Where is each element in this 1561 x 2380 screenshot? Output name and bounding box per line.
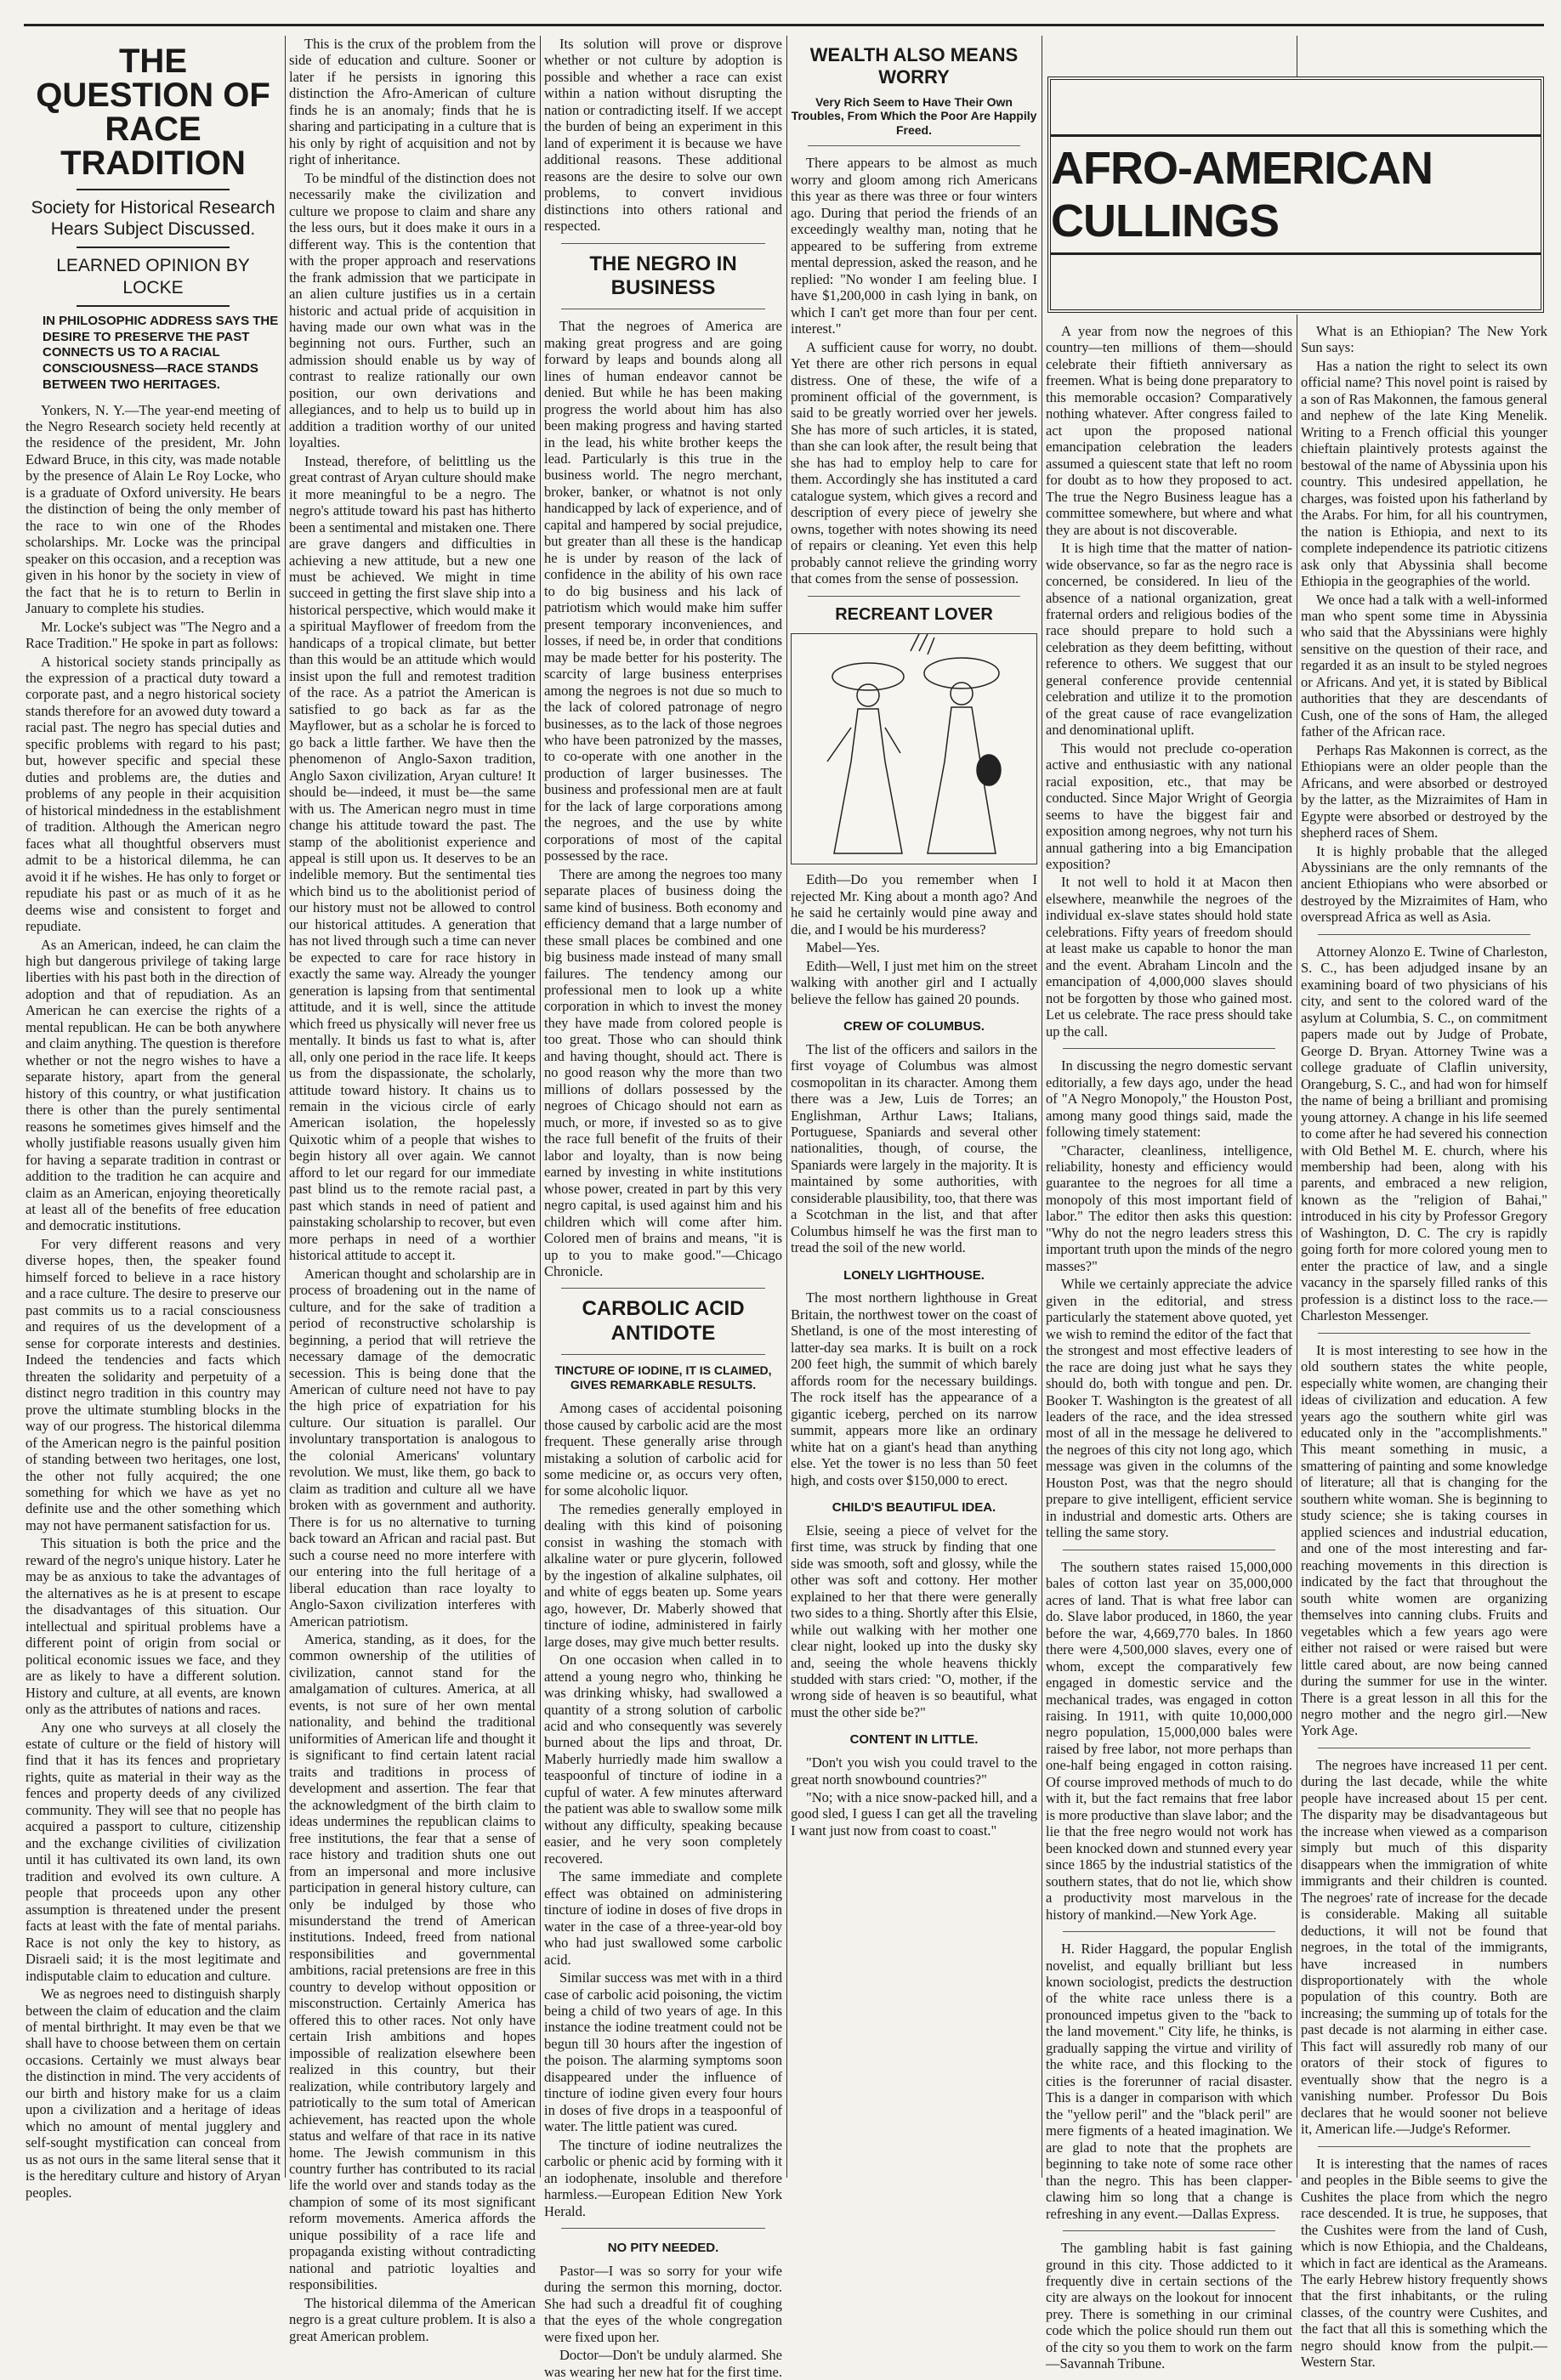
paragraph: As an American, indeed, he can claim the high but dangerous privilege of taking large liberties with his past both in the direction of adoption and that of repudiation. As an American he can exercise the rights of a mental republican. He can be both anywhere and claim anything. The question is therefore whether or not the negro wishes to have a separate history, apart from the general history of this country, or what justification there is other than the purely sentimental reasons he sometimes gives himself and the wholly justifiable reasons usually given him for having a separate tradition in contrast or addition to the tradition he can acquire and claim as an American, enjoying theoretically at least all of the benefits of free education and democratic institutions. bbox=[26, 936, 281, 1234]
paragraph: While we certainly appreciate the advice given in the editorial, and stress particularly the statement above quoted, yet we wish to remind the editor of the fact that the strongest and most effective leaders of the race are doing just what he says they should do, both with tongue and pen. Dr. Booker T. Washington is the greatest of all leaders of the race, and the idea stressed most of all in the message he delivered to the negroes of this city not long ago, which message was given in the columns of the Houston Post, was that the negro should prepare to give intelligent, efficient service in industrial and domestic arts. Others are telling the same story. bbox=[1046, 1276, 1292, 1541]
paragraph: The historical dilemma of the American negro is a great culture problem. It is also a great American problem. bbox=[289, 2294, 536, 2344]
paragraph: The gambling habit is fast gaining ground in this city. Those addicted to it frequently dive in certain sections of the city are always on the lookout for innocent prey. There is something in our criminal code which the police should run them out of the city so you them to work on the farm—Savannah Tribune. bbox=[1046, 2240, 1292, 2372]
headline-negro-business: THE NEGRO IN BUSINESS bbox=[589, 252, 737, 299]
paragraph: Similar success was met with in a third case of carbolic acid poisoning, the victim being a child of two years of age. In this instance the iodine treatment could not be begun till 30 hours after the ingestion of the poison. The alarming symptoms soon disappeared under the influence of tincture of iodine given every four hours in doses of five drops in a teaspoonful of water. The little patient was cured. bbox=[544, 1969, 782, 2135]
paragraph: "Don't you wish you could travel to the great north snowbound countries?" bbox=[791, 1754, 1037, 1788]
paragraph: The southern states raised 15,000,000 bales of cotton last year on 35,000,000 acres of land. That is what free labor can do. Slave labor produced, in 1860, the year before the war, 4,669,770 bales. In 1860 there were 4,500,000 slaves, every one of whom, except the comparatively few engaged in domestic service and the mechanical trades, was engaged in cotton raising. In 1911, with quite 10,000,000 negro population, 15,000,000 bales were raised by free labor, not more perhaps than one-half being engaged in cotton raising. Of course improved methods of much to do with it, but the fact remains that free labor is more productive than slave labor; and the lie that the free negro would not work has been knocked down and stunned every year since 1865 by the industrial statistics of the southern states, that do not lie, which show a productivity most marvelous in the history of mankind.—New York Age. bbox=[1046, 1558, 1292, 1923]
deck-locke: LEARNED OPINION BY LOCKE bbox=[56, 256, 250, 298]
paragraph: This would not preclude co-operation active and enthusiastic with any national racial exposition, etc., that may be conducted. Since Major Wright of Georgia seems to have the biggest fair and exposition among negroes, why not turn his annual gathering into a big Emancipation exposition? bbox=[1046, 740, 1292, 872]
paragraph: The tincture of iodine neutralizes the carbolic or phenic acid by forming with it an iodophenate, insoluble and therefore harmless.—European Edition New York Herald. bbox=[544, 2136, 782, 2219]
paragraph: A historical society stands principally as the expression of a practical duty toward a corporate past, and a negro historical society stands therefore for an avowed duty toward a racial past. The negro has special duties and specific problems with regard to his past; but, however specific and special these duties and problems are, the duties and problems of any people in their acquisition of historical mindedness in the establishment of tradition. Although the American negro faces what all thoughtful observers must admit to be a historical dilemma, he can avoid it if he wishes. He has only to forget or repudiate his past or as much of it as he deems wise and consistent to forget and repudiate. bbox=[26, 653, 281, 935]
paragraph: H. Rider Haggard, the popular English novelist, and equally brilliant but less known sociologist, predicts the destruction of the white race unless there is a pronounced impetus given to the "back to the land movement." City life, he thinks, is gradually sapping the virtue and virility of the white race, and this flocking to the cities is the forerunner of racial disaster. This is a danger in comparison with which the "yellow peril" and the "black peril" are mere figments of a heated imagination. We are glad to note that the prophets are beginning to take note of some race other than the negro. This has been clapper-clawing him so long that a change is refreshing in any event.—Dallas Express. bbox=[1046, 1941, 1292, 2222]
divider bbox=[77, 246, 230, 248]
paragraph: Perhaps Ras Makonnen is correct, as the Ethiopians were an older people than the Africans, and were absorbed or destroyed by the latter, as the Mizraimites of Ham in Egypte were absorbed or destroyed by the shepherd races of Shem. bbox=[1301, 741, 1547, 842]
divider bbox=[561, 1354, 765, 1355]
paragraph: Has a nation the right to select its own official name? This novel point is raised by a son of Ras Makonnen, the famous general and nephew of the late King Menelik. Writing to a French official this younger chieftain plaintively protests against the bestowal of the name of Abyssinia upon his country. This undesired appellation, he charges, was foisted upon his fatherland by the Arabs. For him, for all his countrymen, the nation is Ethiopia, and next to its complete independence its patriotic citizens ask only that Abyssinia shall become Ethiopia in the geographies of the world. bbox=[1301, 357, 1547, 590]
paragraph: It is high time that the matter of nation-wide observance, so far as the negro race is concerned, be considered. In lieu of the absence of a national organization, great fraternal orders and religious bodies of the race should prepare to hold such a celebration as they deem befitting, without reference to others. We suggest that our general conference provide centennial celebration and utilize it to the promotion of the great cause of race evangelization and denominational uplift. bbox=[1046, 540, 1292, 739]
paragraph: This situation is both the price and the reward of the negro's unique history. Later he may be as anxious to take the advantages of the alternatives as he is at present to escape the disadvantages of this situation. Our intellectual and spiritual problems have a different point of origin from social or political economic issues we face, and they are as likely to have a different solution. History and culture, at all events, are known only as the attributes of nations and races. bbox=[26, 1535, 281, 1718]
paragraph: America, standing, as it does, for the common ownership of the utilities of civilization, cannot stand for the amalgamation of cultures. America, at all events, is not sure of her own mental nationality, and behind the traditional uniformities of American life and thought it is significant to find certain latent racial traits and traditions in process of development and assertion. The fear that the acknowledgment of the birth claim to ideas undermines the republican claims to free institutions, the fear that a sense of race history and tradition shuts one out from an impersonal and more inclusive participation in general history culture, can only be indulged by those who misunderstand the trend of American institutions. Indeed, freed from national responsibilities and governmental ambitions, racial pretensions are free in this country to develop without opposition or misconstruction. Certainly America has offered this to other races. Not only have certain Irish ambitions and hopes impossible of realization elsewhere been realized in this country, but their realization, while contributory largely and patriotically to the sum total of American achievement, has reacted upon the whole status and welfare of that race in its native home. The Jewish communism in this country further has contributed to its racial life the world over and stands today as the champion of some of its most significant reform movements. America affords the unique possibility of a race life and propaganda existing without contradicting national and patriotic loyalties and responsibilities. bbox=[289, 1631, 536, 2293]
subhead-no-pity: NO PITY NEEDED. bbox=[607, 2241, 719, 2256]
paragraph: American thought and scholarship are in process of broadening out in the name of culture, and for the sake of tradition a period of reconstructive scholarship is beginning, a period that will retrieve the necessary damage of the democratic secession. This is being done that the American of culture need not have to pay the high price of expatriation for his culture. Our situation is parallel. Our involuntary transportation is analogous to the colonial Americans' voluntary revolution. We must, like them, go back to claim as tradition and culture all we have broken with as government and authority. There is for us no alternative to turning back toward an African and racial past. But such a course need no more interfere with our entering into the full heritage of a liberal education than race loyalty to Anglo-Saxon civilization interferes with American patriotism. bbox=[289, 1265, 536, 1629]
paragraph: On one occasion when called in to attend a young negro who, thinking he was drinking whisky, had swallowed a quantity of a strong solution of carbolic acid and who consequently was severely burned about the lips and throat, Dr. Maberly hurriedly made him swallow a teaspoonful of tincture of iodine in a cupful of water. A few minutes afterward the patient was able to swallow some milk without any difficulty, speaking because easier, and he very soon completely recovered. bbox=[544, 1652, 782, 1867]
paragraph: It is highly probable that the alleged Abyssinians are the only remnants of the ancient Ethiopians who were absorbed or destroyed by the Mizraimites of Ham, who overspread Africa as well as Asia. bbox=[1301, 842, 1547, 926]
paragraph: Attorney Alonzo E. Twine of Charleston, S. C., has been adjudged insane by an examining board of two physicians of his city, and sent to the colored ward of the asylum at Columbia, S. C., on commitment papers made out by Judge of Probate, George D. Bryan. Attorney Twine was a college graduate of Claflin university, Orangeburg, S. C., and had won for himself the name of being a brilliant and promising young attorney. A change in his life seemed to come after he had severed his connection with Old Bethel M. E. church, where his membership had been, along with his parents, and embraced a new religion, known as the "religion of Bahai," introduced in his city by Professor Gregory of Washington, D. C. The cry is rapidly going forth for more colored young men to enter the practice of law, and a single vacancy in the sparsely filled ranks of this profession is a distinct loss to the race.—Charleston Messenger. bbox=[1301, 943, 1547, 1324]
divider bbox=[561, 1288, 765, 1289]
paragraph: There are among the negroes too many separate places of business doing the same kind of business. Both economy and efficiency demand that a large number of these small places be combined and one big business made instead of many small failures. The tendency among our professional men to look up a white corporation in which to invest the money they have made from colored people is too great. Those who can should think and having thought, should act. There is no good reason why the more than two millions of dollars possessed by the negroes of Chicago should not earn as much, or more, if invested so as to give the race full benefit of the fruits of their labor and loyalty, than is now being earned by investing in white institutions whose power, created in part by this very negro capital, is used against him and his children which will come after him. Colored men of brains and means, "it is up to you to make good."—Chicago Chronicle. bbox=[544, 865, 782, 1279]
column-rule bbox=[285, 36, 286, 2178]
paragraph: There appears to be almost as much worry and gloom among rich Americans this year as there was three or four winters ago. During that period the friends of an exceedingly wealthy man, noting that he appeared to be suffering from extreme mental depression, asked the reason, and he replied: "No wonder I am feeling blue. I have $1,200,000 in cash lying in bank, on which I can't get more than four per cent. interest." bbox=[791, 155, 1037, 337]
paragraph: To be mindful of the distinction does not necessarily make the civilization and culture we propose to claim and share any the less ours, but it does make it ours in a different way. This is the contention that with the proper approach and reservations the frank admission that we participate in an alien culture justifies us in a certain historic and actual pride of acquisition in having made our own what was in the beginning not ours. Further, such an admission should enable us by way of contrast to realize rationally our own position, our own derivations and allegiances, and to help us to build up in addition a tradition worthy of our united loyalties. bbox=[289, 169, 536, 451]
cullings-box bbox=[1047, 76, 1544, 313]
column-rule bbox=[786, 36, 787, 2178]
cullings-header bbox=[1047, 76, 1544, 314]
paragraph: In discussing the negro domestic servant editorially, a few days ago, under the head of "A Negro Monopoly," the Houston Post, among many good things said, made the following timely statement: bbox=[1046, 1057, 1292, 1141]
paragraph: Instead, therefore, of belittling us the great contrast of Aryan culture should make it more meaningful to be a negro. The negro's attitude toward his past has hitherto been a sentimental and mistaken one. There are grave dangers and difficulties in achieving a new attitude, but a new one must be achieved. We might in time succeed in getting the first slave ship into a historical perspective, which would make it a spiritual Mayflower of freedom from the handicaps of a tropical climate, but better than this would be an attitude which would insist upon the full and remotest tradition of the race. As a patriot the American is satisfied to go back as far as the Mayflower, but as a scholar he is forced to go back a little farther. We have then the phenomenon of Anglo-Saxon tradition, Anglo Saxon civilization, Aryan culture! It should be—indeed, it must be—the same with us. The American negro must in time change his attitude toward the past. The stamp of the abolitionist experience and appeal is still upon us. It deserves to be an indelible memory. But the sentimental ties which bind us to the abolitionist period of our history must not be allowed to control our historical attitudes. A generation that has not lived through such a time can never be expected to care for race history in exactly the same way. Already the younger generation is lapsing from that sentimental attitude, and it is well, since the attitude which freed us physically will never free us mentally. It binds us fast to what is, after all, only one period in the race life. It keeps us from the dispassionate, the scholarly, attitude toward history. It chains us to remain in the vicious circle of early American isolation, the hopelessly Quixotic whim of a people that wishes to begin history all over again. We cannot afford to let our regard for our immediate past blind us to the remote racial past, a past which stands in need of patient and painstaking scholarship to recover, but even more perhaps in need of a worthier historical attitude to accept it. bbox=[289, 452, 536, 1264]
divider bbox=[1318, 1333, 1530, 1334]
paragraph: We as negroes need to distinguish sharply between the claim of education and the claim of mental birthright. It may even be that we shall have to choose between them on certain occasions. Certainly we must always bear the distinction in mind. The very accidents of our birth and history make for us a claim upon a civilization and a heritage of ideas which no amount of mental jugglery and self-sought mystification can conceal from us as not ours in the same literal sense that it is the hereditary culture and history of Aryan peoples. bbox=[26, 1986, 281, 2201]
paragraph: That the negroes of America are making great progress and are going forward by leaps and bounds along all lines of human endeavor cannot be denied. But while he has been making progress the world about him has also been making progress and having started in the lead, his white brother keeps the lead. Particularly is this true in the business world. The negro merchant, broker, banker, or whatnot is not only handicapped by lack of experience, and of capital and hampered by social prejudice, but greater than all these is the handicap he is under by reason of the lack of confidence in the ability of his own race to do big business and his lack of patriotism which would make him suffer present temporary inconveniences, and losses, if need be, in order that conditions may be made better for his posterity. The scarcity of large business enterprises among the negroes is not due so much to the lack of colored patronage of negro businesses, as to the lack of those negroes who have been patronized by the masses, to co-operate with one another in the production of larger businesses. The business and professional men are at fault for the lack of large corporations among the negroes, and the use by white corporations of most of the capital possessed by the race. bbox=[544, 318, 782, 864]
deck: Society for Historical Research Hears Subject Discussed. bbox=[31, 198, 275, 240]
column-3 bbox=[544, 36, 782, 2380]
subhead-recreant-lover: RECREANT LOVER bbox=[835, 604, 993, 624]
paragraph: The same immediate and complete effect was obtained on administering tincture of iodine in doses of five drops in water in the case of a three-year-old boy who had just swallowed some carbolic acid. bbox=[544, 1868, 782, 1968]
column-2 bbox=[289, 36, 536, 2344]
paragraph: Pastor—I was so sorry for your wife during the sermon this morning, doctor. She had such a dreadful fit of coughing that the eyes of the whole congregation were fixed upon her. bbox=[544, 2262, 782, 2345]
paragraph: For very different reasons and very diverse hopes, then, the speaker found himself forced to believe in a race history and a race culture. The desire to preserve our past commits us to a racial consciousness and requires of us the development of a sense for corporate interests and destinies. Indeed the tendencies and facts which threaten the solidarity and perpetuity of a distinct negro tradition in this country may prove the ultimate stumbling blocks in the way of our progress. The historical dilemma of the American negro is the painful position of standing between two heritages, one lost, the other not fully acquired; the one something for which we have as yet no definite use and the other something which may not have permanent satisfaction for us. bbox=[26, 1235, 281, 1533]
paragraph: It is interesting that the names of races and peoples in the Bible seems to give the Cushites the place from which the negro race descended. It is true, he supposes, that the Cushites were from the land of Cush, which is now Ethiopia, and the Chaldeans, which in fact are identical as the Arameans. The early Hebrew history frequently shows that the first inhabitants, or the ruling classes, of the country were Cushites, and the fact that all this is something which the negro should know from the pulpit.—Western Star. bbox=[1301, 2155, 1547, 2371]
cullings-title: AFRO-AMERICAN CULLINGS bbox=[1051, 134, 1541, 255]
subhead-childs-idea: CHILD'S BEAUTIFUL IDEA. bbox=[832, 1500, 996, 1516]
paragraph: Its solution will prove or disprove whether or not culture by adoption is possible and whether a race can exist within a nation without disrupting the nation or contradicting itself. If we accept the burden of being an experiment in this land of experiment it is because we have additional reasons. These additional reasons are the desire to solve our own problems, to convert invidious distinctions into others rational and respected. bbox=[544, 36, 782, 235]
deck-wealth: Very Rich Seem to Have Their Own Troubles, From Which the Poor Are Happily Freed. bbox=[791, 94, 1037, 137]
paragraph: Doctor—Don't be unduly alarmed. She was wearing her new hat for the first time. bbox=[544, 2347, 782, 2380]
paragraph: The list of the officers and sailors in the first voyage of Columbus was almost cosmopolitan in its character. Among them there was a Jew, Luis de Torres; an Englishman, Arthur Laws; Italians, Portuguese, Spaniards and several other nationalities, though, of course, the Spaniards were largely in the majority. It is maintained by some authorities, with considerable plausibility, too, that there was a Scotchman in the list, and that after Columbus himself he was the first man to tread the soil of the new world. bbox=[791, 1040, 1037, 1256]
paragraph: This is the crux of the problem from the side of education and culture. Sooner or later if he persists in ignoring this distinction the Afro-American of culture finds he is an anomaly; finds that he is sharing and participating in a culture that is his only by right of acquisition and not by right of inheritance. bbox=[289, 36, 536, 168]
headline-carbolic: CARBOLIC ACID ANTIDOTE bbox=[582, 1297, 745, 1345]
column-6 bbox=[1301, 323, 1547, 2371]
top-rule bbox=[24, 24, 1544, 26]
subhead-content-little: CONTENT IN LITTLE. bbox=[849, 1732, 979, 1748]
subhead-lonely-lighthouse: LONELY LIGHTHOUSE. bbox=[843, 1267, 985, 1283]
paragraph: Edith—Well, I just met him on the street walking with another girl and I actually believe the fellow has gained 20 pounds. bbox=[791, 957, 1037, 1007]
paragraph: Elsie, seeing a piece of velvet for the first time, was struck by finding that one side was smooth, soft and glossy, while the other was soft and cottony. Her mother explained to her that there were generally two sides to a thing. Shortly after this Elsie, while out walking with her mother one clear night, looked up into the dusky sky and, seeing the whole heavens thickly studded with stars cried: "O, mother, if the wrong side of heaven is so beautiful, what must the other side be?" bbox=[791, 1522, 1037, 1720]
divider bbox=[1318, 934, 1530, 935]
paragraph: Among cases of accidental poisoning those caused by carbolic acid are the most frequent. These generally arise through mistaking a solution of carbolic acid for some medicine or, as occurs very often, for some alcoholic liquor. bbox=[544, 1400, 782, 1499]
headline-wealth-worry: WEALTH ALSO MEANS WORRY bbox=[809, 44, 1019, 88]
column-1 bbox=[26, 36, 281, 2201]
headline-race-tradition: THE QUESTION OF RACE TRADITION bbox=[36, 42, 270, 182]
paragraph: Yonkers, N. Y.—The year-end meeting of the Negro Research society held recently at the residence of the president, Mr. John Edward Bruce, in this city, was made notable by the presence of Alain Le Roy Locke, who is a graduate of Oxford university. He bears the distinction of being the only member of the race to win one of the Rhodes scholarships. Mr. Locke was the principal speaker on this occasion, and a reception was given in his honor by the society in view of the fact that he is to return to Berlin in January to complete his studies. bbox=[26, 401, 281, 617]
deck-iodine: TINCTURE OF IODINE, IT IS CLAIMED, GIVES REMARKABLE RESULTS. bbox=[554, 1363, 772, 1391]
divider bbox=[808, 145, 1020, 146]
paragraph: Mabel—Yes. bbox=[806, 939, 880, 956]
subhead-crew-columbus: CREW OF COLUMBUS. bbox=[843, 1018, 985, 1034]
paragraph: A sufficient cause for worry, no doubt. Yet there are other rich persons in equal distress. One of these, the wife of a prominent official of the government, is said to be greatly worried over her jewels. She has more of such articles, it is stated, than she can look after, the result being that she has had to employ help to care for them. Accordingly she has instituted a card catalogue system, which gives a record and description of every piece of jewelry she owns, together with notes showing its need of repairs or cleaning. Yet even this help probably cannot relieve the grinding worry that comes from the sense of possession. bbox=[791, 338, 1037, 587]
divider bbox=[561, 243, 765, 244]
divider bbox=[77, 305, 230, 307]
column-rule bbox=[540, 36, 541, 2178]
paragraph: Any one who surveys at all closely the estate of culture or the field of history will find that it has its fences and proprietary rights, quite as material in their way as the fences and property deeds of any civilized community. They will see that no people has acquired a passport to culture, citizenship and the exchange civilities of civilization until it has cultivated its own land, its own tradition and evolved its own culture. A people that proceeds upon any other assumption is threatened under the present facts at least with the fate of mental pariahs. Race is not only the key to history, as Disraeli said; it is the most legitimate and indisputable claim to education and culture. bbox=[26, 1719, 281, 1984]
divider bbox=[1318, 2146, 1530, 2147]
paragraph: The remedies generally employed in dealing with this kind of poisoning consist in washing the stomach with alkaline water or pure glycerin, followed by the ingestion of alkaline sulphates, oil and white of eggs beaten up. Some years ago, however, Dr. Maberly showed that tincture of iodine, administered in fairly large doses, may give much better results. bbox=[544, 1500, 782, 1650]
cartoon-two-women bbox=[791, 633, 1037, 864]
divider bbox=[808, 596, 1020, 597]
divider bbox=[1063, 1048, 1275, 1049]
paragraph: We once had a talk with a well-informed man who spent some time in Abyssinia who said that the Abyssinians were highly sensitive on the question of their race, and regarded it as an insult to be styled negroes or Africans. And yet, it is stated by Biblical authorities that they are descendants of Cush, one of the sons of Ham, the alleged father of the African race. bbox=[1301, 591, 1547, 740]
divider bbox=[77, 189, 230, 190]
paragraph: A year from now the negroes of this country—ten millions of them—should celebrate their fiftieth anniversary as freemen. What is being done preparatory to this memorable occasion? Comparatively nothing whatever. After congress failed to act upon the proposed national emancipation celebration the leaders assumed a quiescent state that left no room for doubt as to how they proposed to act. The true the Negro Business league has a committee somewhere, but where and what they are about is not discoverable. bbox=[1046, 323, 1292, 538]
column-4 bbox=[791, 36, 1037, 2178]
paragraph: "Character, cleanliness, intelligence, reliability, honesty and efficiency would guarantee to the negroes for all time a monopoly of this most important field of labor." The editor then asks this question: "Why do not the negro leaders stress this important truth upon the minds of the negro masses?" bbox=[1046, 1142, 1292, 1274]
paragraph: The most northern lighthouse in Great Britain, the northwest tower on the coast of Shetland, is one of the most interesting of latter-day sea marks. It is built on a rock 200 feet high, the summit of which barely affords room for the necessary buildings. The rock itself has the appearance of a gigantic iceberg, perched on its narrow summit, appears more like an ordinary white hat on a giant's head than anything else. Yet the tower is no less than 50 feet high, and costs over $150,000 to erect. bbox=[791, 1289, 1037, 1488]
column-5 bbox=[1046, 323, 1292, 2372]
divider bbox=[561, 2228, 765, 2229]
paragraph: Mr. Locke's subject was "The Negro and a Race Tradition." He spoke in part as follows: bbox=[26, 618, 281, 652]
cartoon-illustration bbox=[792, 634, 1036, 864]
paragraph: It is most interesting to see how in the old southern states the white people, especially white women, are changing their ideas of civilization and education. A few years ago the southern white girl was educated only in the "accomplishments." This meant something in music, a smattering of painting and some knowledge of literature; all that is changing for the southern white woman. She is beginning to study science; she is taking courses in applied sciences and industrial education, and one of the most interesting and far-reaching movements in this direction is indicated by the fact that throughout the south white women are organizing themselves into canning clubs. Fruits and vegetables which a few years ago were either not raised or were raised but were little cared about, are now being canned during the summer for use in the winter. There is a great lesson in all this for the negro mother and the negro girl.—New York Age. bbox=[1301, 1341, 1547, 1739]
divider bbox=[1063, 1931, 1275, 1932]
caps-deck: IN PHILOSOPHIC ADDRESS SAYS THE DESIRE TO PRESERVE THE PAST CONNECTS US TO A RACIAL CONSCIOUSNESS—RACE STANDS BETWEEN TWO HERITAGES. bbox=[43, 313, 279, 392]
paragraph: The negroes have increased 11 per cent. during the last decade, while the white people have increased about 15 per cent. The disparity may be disadvantageous but the increase when viewed as a comparison simply but much of this disparity disappears when the immigration of white immigrants and their children is counted. The negroes' rate of increase for the decade is considerable. Making all suitable deductions, it will not be found that negroes, in the total of the immigrants, have increased in numbers disproportionately with the whole population of this country. Both are increasing; the summing up of totals for the past decade is not alarming in either case. This fact will assuredly rob many of our orators of their stock of figures to eventually show that the negro is a vanishing number. Professor Du Bois declares that he would sooner not believe it, American life.—Judge's Reformer. bbox=[1301, 1756, 1547, 2138]
paragraph: Edith—Do you remember when I rejected Mr. King about a month ago? And he said he certainly would pine away and die, and I would be his murderess? bbox=[791, 871, 1037, 938]
paragraph: It not well to hold it at Macon then elsewhere, meanwhile the negroes of the individual ex-slave states should hold state celebrations. Fifty years of freedom should at least make us capable to honor the man and the event. Abraham Lincoln and the emancipation of 4,000,000 slaves should not be forgotten by those who gained most. Let us celebrate. The race press should take up the call. bbox=[1046, 874, 1292, 1040]
paragraph: "No; with a nice snow-packed hill, and a good sled, I guess I can get all the traveling I want just now from coast to coast." bbox=[791, 1789, 1037, 1839]
divider bbox=[1063, 2230, 1275, 2231]
paragraph: What is an Ethiopian? The New York Sun says: bbox=[1301, 323, 1547, 356]
